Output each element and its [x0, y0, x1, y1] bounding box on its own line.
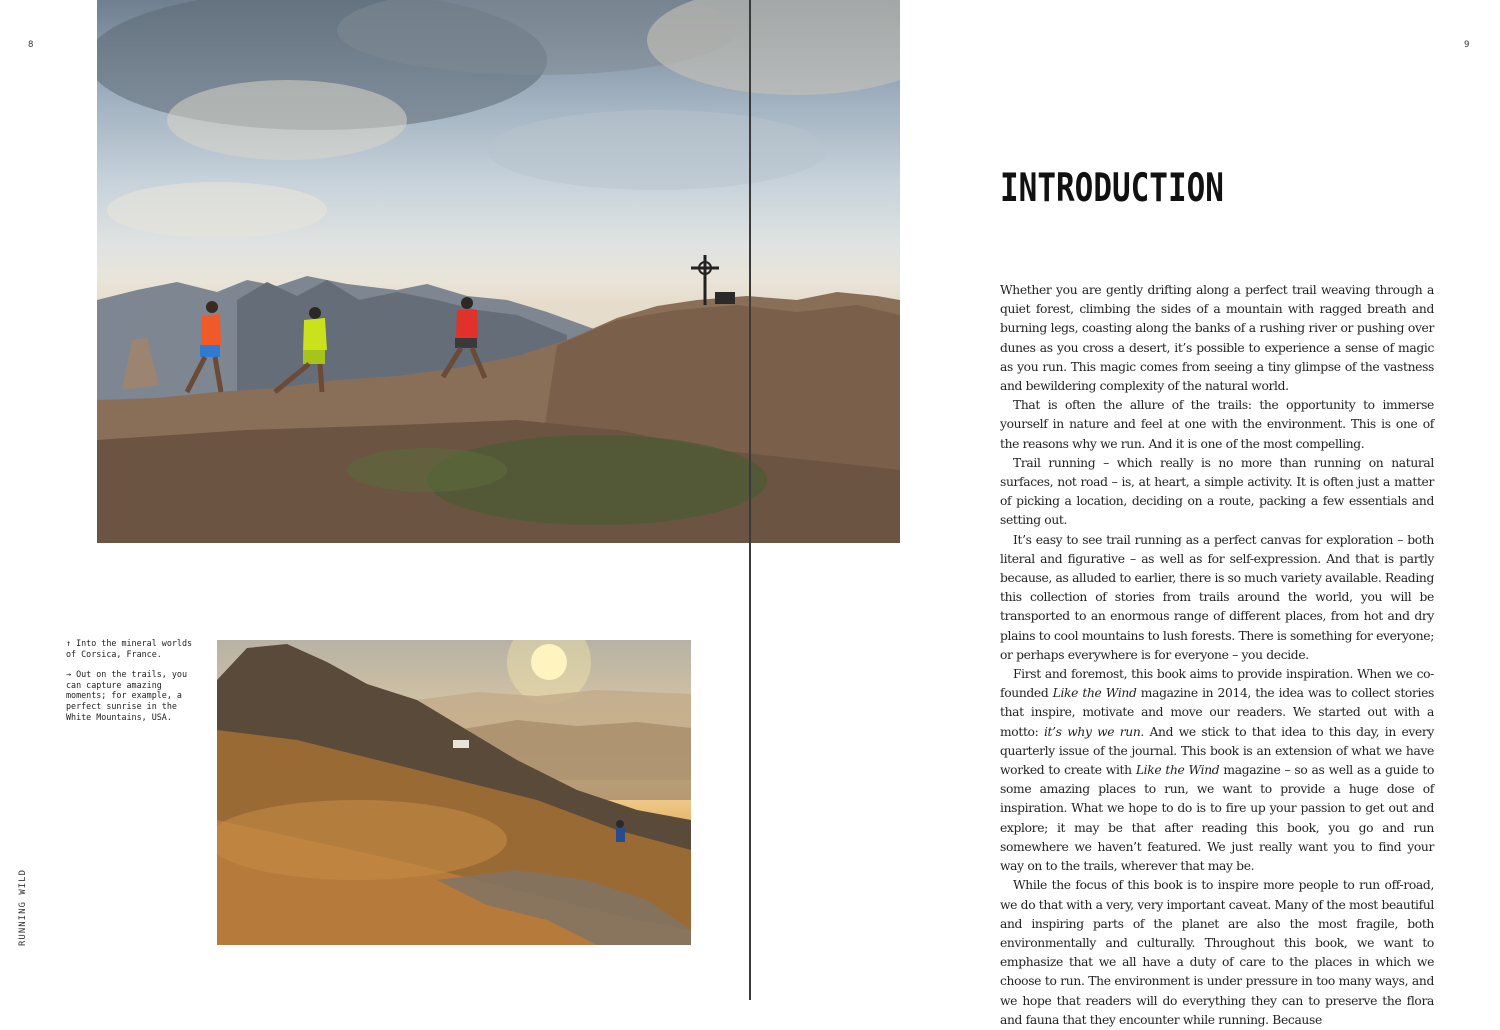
paragraph-6: While the focus of this book is to inspire more people to run off-road, we do that with a very, very important caveat. Many of the most beautiful and inspiring parts of the planet are also the most fragile, both environmentally and culturally. Throughout this book, we want to emphasize that we all have a duty of care to the places in which we choose to run. The environment is under pressure in too many ways, and we hope that readers will do everything they can to preserve the flora and fauna that they encounter while running. Because — [1000, 878, 1434, 1027]
intro-body — [1000, 281, 1434, 1030]
right-page — [751, 0, 1500, 1027]
caption-white-mountains: → Out on the trails, you can capture amazing moments; for example, a perfect sunrise in the White Mountains, USA. — [66, 669, 188, 722]
page-number-left: 8 — [28, 40, 34, 50]
magazine-title: Like the Wind — [1135, 763, 1220, 778]
motto: it’s why we run — [1043, 724, 1141, 739]
photo-sunrise-drawing — [217, 640, 691, 945]
photo-captions — [66, 638, 194, 732]
left-page — [0, 0, 749, 1000]
caption-corsica: ↑ Into the mineral worlds of Corsica, France. — [66, 638, 193, 659]
paragraph-2: That is often the allure of the trails: the opportunity to immerse yourself in nature and feel at one with the environment. This is one of the reasons why we run. And it is one of the most compelling. — [1000, 398, 1434, 451]
paragraph-5: First and foremost, this book aims to provide inspiration. When we co-founded Like the Wind magazine in 2014, the idea was to collect stories that inspire, motivate and move our readers. We started out with a motto: it’s why we run. And we stick to that idea to this day, in every quarterly issue of the journal. This book is an extension of what we have worked to create with Like the Wind magazine – so as well as a guide to some amazing places to run, we want to provide a huge dose of inspiration. What we hope to do is to fire up your passion to get out and explore; it may be that after reading this book, you go and run somewhere we haven’t featured. We just really want you to find your way on to the trails, wherever that may be. — [1000, 667, 1435, 874]
running-head: RUNNING WILD — [18, 868, 28, 946]
paragraph-3: Trail running – which really is no more than running on natural surfaces, not road – is, at heart, a simple activity. It is often just a matter of picking a location, deciding on a route, packing a few essentials and setting out. — [1000, 455, 1434, 528]
magazine-title: Like the Wind — [1052, 686, 1137, 701]
page-number-right: 9 — [1464, 40, 1470, 50]
section-title: INTRODUCTION — [1000, 166, 1224, 211]
photo-white-mountains-sunrise — [217, 640, 691, 945]
paragraph-4: It’s easy to see trail running as a perfect canvas for exploration – both literal and figurative – as well as for self-expression. And that is partly because, as alluded to earlier, there is so much variety available. Reading this collection of stories from trails around the world, you will be transported to an enormous range of different places, from hot and dry plains to cool mountains to lush forests. There is something for everyone; or perhaps everywhere is for everyone – you decide. — [1000, 532, 1434, 662]
paragraph-1: Whether you are gently drifting along a perfect trail weaving through a quiet forest, climbing the sides of a mountain with ragged breath and burning legs, coasting along the banks of a rushing river or pushing over dunes as you cross a desert, it’s possible to experience a sense of magic as you run. This magic comes from seeing a tiny glimpse of the vastness and bewildering complexity of the natural world. — [1000, 283, 1434, 394]
